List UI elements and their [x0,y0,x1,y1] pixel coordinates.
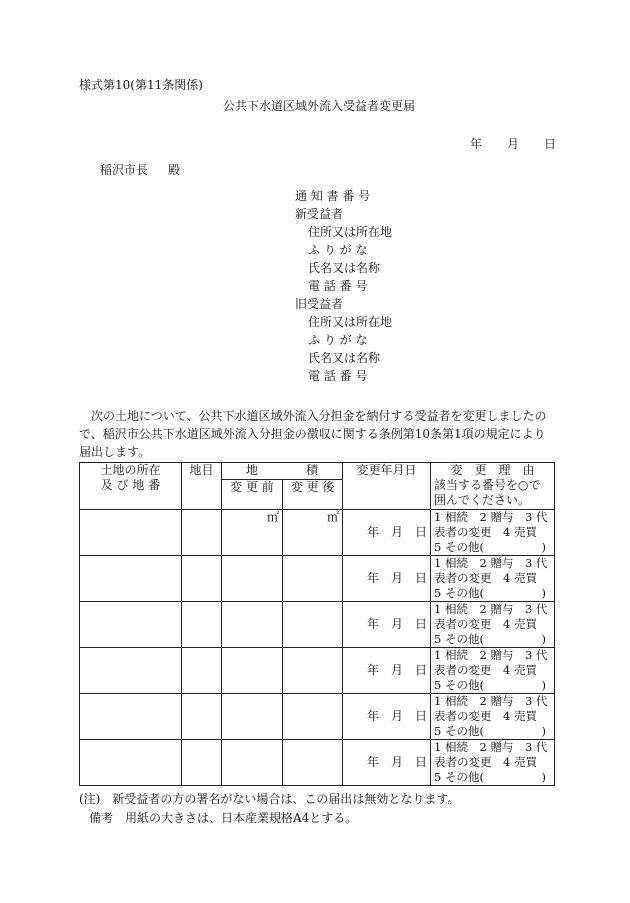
unit-label: ㎡ [327,510,340,524]
addressee-name: 稲沢市長 [100,163,149,177]
header-land-category: 地目 [182,463,222,510]
header-location-line1: 土地の所在 [100,463,161,477]
land-category-cell[interactable] [182,740,222,786]
location-cell[interactable] [80,648,182,694]
header-reason-note: 該当する番号を○で囲んでください。 [434,478,541,507]
old-beneficiary-label: 旧受益者 [295,297,344,311]
note-text: (注) 新受益者の方の署名がない場合は、この届出は無効となります。 [79,792,460,806]
reason-cell[interactable]: 1 相続 2 贈与 3 代表者の変更 4 売買 5 その他( ) [431,602,555,648]
table-row [80,510,555,556]
reason-cell[interactable]: 1 相続 2 贈与 3 代表者の変更 4 売買 5 その他( ) [431,510,555,556]
date-month: 月 [507,137,520,151]
unit-label: ㎡ [266,510,279,524]
old-phone-label: 電 話 番 号 [308,369,368,383]
notes [79,790,459,828]
header-location [80,463,182,510]
change-date-cell[interactable]: 年 月 日 [343,648,431,694]
area-before-cell[interactable] [222,556,283,602]
new-furigana-label: ふ り が な [308,243,368,257]
area-before-cell[interactable] [222,510,283,556]
addressee [100,163,180,178]
change-date-cell[interactable]: 年 月 日 [343,694,431,740]
area-after-cell[interactable] [283,648,343,694]
area-after-cell[interactable] [283,740,343,786]
header-reason-title: 変 更 理 由 [450,463,535,477]
area-after-cell[interactable] [283,556,343,602]
table-row [80,648,555,694]
header-area-after: 変 更 後 [283,480,343,510]
reason-cell[interactable]: 1 相続 2 贈与 3 代表者の変更 4 売買 5 その他( ) [431,740,555,786]
date-line [470,137,556,152]
applicant-fields [295,187,392,385]
new-phone-label: 電 話 番 号 [308,279,368,293]
date-year: 年 [470,137,483,151]
change-date-cell[interactable]: 年 月 日 [343,740,431,786]
land-category-cell[interactable] [182,648,222,694]
old-address-label: 住所又は所在地 [308,315,393,329]
change-date-cell[interactable]: 年 月 日 [343,602,431,648]
reason-cell[interactable]: 1 相続 2 贈与 3 代表者の変更 4 売買 5 その他( ) [431,556,555,602]
header-area-before: 変 更 前 [222,480,283,510]
area-before-cell[interactable] [222,602,283,648]
header-location-line2: 及 び 地 番 [100,478,161,492]
table-row [80,740,555,786]
table-row [80,694,555,740]
area-before-cell[interactable] [222,740,283,786]
old-furigana-label: ふ り が な [308,333,368,347]
header-change-date: 変更年月日 [343,463,431,510]
area-after-cell[interactable] [283,694,343,740]
change-date-cell[interactable]: 年 月 日 [343,556,431,602]
land-category-cell[interactable] [182,694,222,740]
table-row [80,556,555,602]
area-before-cell[interactable] [222,694,283,740]
land-category-cell[interactable] [182,510,222,556]
land-category-cell[interactable] [182,556,222,602]
header-reason [431,463,555,510]
reason-cell[interactable]: 1 相続 2 贈与 3 代表者の変更 4 売買 5 その他( ) [431,648,555,694]
location-cell[interactable] [80,556,182,602]
date-day: 日 [544,137,557,151]
new-address-label: 住所又は所在地 [308,225,393,239]
statement-paragraph: 次の土地について、公共下水道区域外流入分担金を納付する受益者を変更しましたので、稲沢市公共下水道区域外流入分担金の徴収に関する条例第10条第1項の規定により届出します。 [79,409,547,459]
addressee-honorific: 殿 [168,163,181,177]
header-area: 地 積 [222,463,343,480]
new-name-label: 氏名又は名称 [308,261,381,275]
new-beneficiary-label: 新受益者 [295,207,344,221]
area-after-cell[interactable] [283,602,343,648]
location-cell[interactable] [80,510,182,556]
table-row [80,602,555,648]
page-title: 公共下水道区域外流入受益者変更届 [223,99,416,113]
change-date-cell[interactable]: 年 月 日 [343,510,431,556]
reason-cell[interactable]: 1 相続 2 贈与 3 代表者の変更 4 売買 5 その他( ) [431,694,555,740]
location-cell[interactable] [80,602,182,648]
remark-text: 備考 用紙の大きさは、日本産業規格A4とする。 [89,811,358,825]
land-table [79,462,555,786]
location-cell[interactable] [80,740,182,786]
location-cell[interactable] [80,694,182,740]
old-name-label: 氏名又は名称 [308,351,381,365]
form-number: 様式第10(第11条関係) [79,78,203,92]
area-before-cell[interactable] [222,648,283,694]
notice-number-label: 通 知 書 番 号 [295,189,371,203]
area-after-cell[interactable] [283,510,343,556]
land-category-cell[interactable] [182,602,222,648]
